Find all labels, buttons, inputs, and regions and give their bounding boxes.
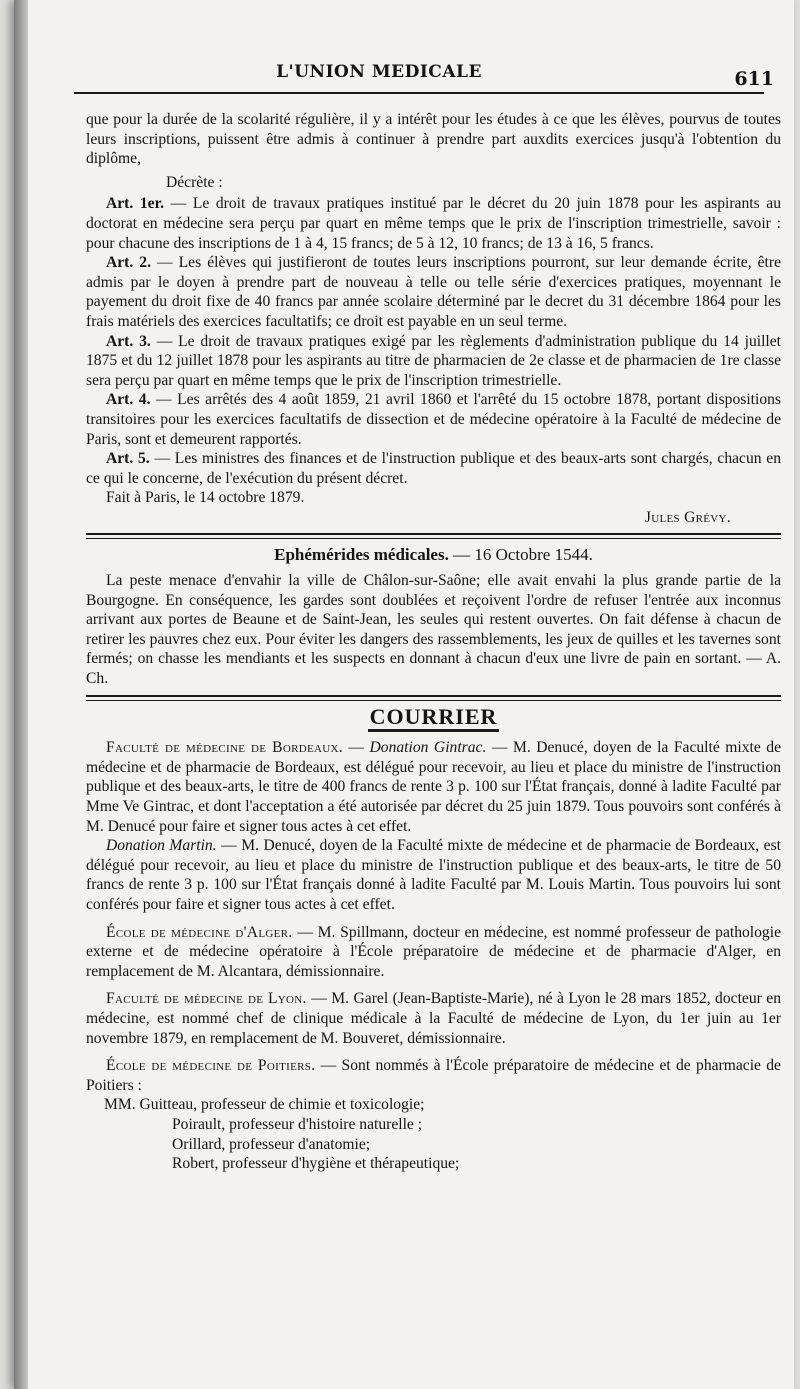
courrier-lyon — [86, 989, 781, 1048]
martin-subject: Donation Martin. — [106, 837, 217, 855]
article-5 — [86, 449, 781, 488]
article-1-label: Art. 1er. — [106, 195, 164, 213]
header-rule — [74, 92, 764, 94]
ephemerides-title: Ephémérides médicales. — [274, 545, 449, 565]
article-2 — [86, 253, 781, 331]
poitiers-text: — Sont nommés à l'École préparatoire de médecine et de pharmacie de Poitiers : — [86, 1057, 781, 1094]
lyon-text: — M. Garel (Jean-Baptiste-Marie), né à Lyon le 28 mars 1852, docteur en médecine, est nommé chef de clinique médicale à la Faculté de médecine de Lyon, du 1er juin au 1er novembre 1879, en remplacement de M. Bouveret, démissionnaire. — [86, 990, 782, 1047]
article-4-label: Art. 4. — [106, 391, 151, 409]
article-3 — [86, 332, 781, 391]
spacer — [86, 1048, 781, 1056]
ephemerides-heading — [86, 545, 781, 565]
list-item: Orillard, professeur d'anatomie; — [172, 1135, 371, 1153]
ephemerides-text: La peste menace d'envahir la ville de Châlon-sur-Saône; elle avait envahi la plus grande partie de la Bourgogne. En conséquence, les gardes sont doublées et reçoivent l'ordre de refuser l'entrée aux inconnus arrivant aux portes de Beaune et de Saint-Jean, les seules qui restent ouvertes. On fait défense à chacun de retirer les pauvres chez eux. Pour éviter les dangers des rassemblements, les jeux de quilles et les tavernes sont fermés; on chasse les mendiants et les suspects en donnant à chacun d'eux une livre de pain en sortant. — A. Ch. — [86, 572, 781, 688]
article-2-text: — Les élèves qui justifieront de toutes leurs inscriptions pourront, sur leur demande écrite, être admis par le doyen à prendre part de nouveau à telle ou telle série d'exercices pratiques, moyennant le payement du droit fixe de 40 francs par année scolaire déterminé par le decret du 31 décembre 1864 pour les frais matériels des exercices facultatifs; ce droit est payable en un seul terme. — [86, 254, 781, 330]
ephemerides-date: — 16 Octobre 1544. — [453, 545, 593, 565]
decree-intro: que pour la durée de la scolarité régulière, il y a intérêt pour les études à ce que les élèves, pourvus de toutes leurs inscriptions, puissent être admis à continuer à prendre part auxdits exercices jusqu'à l'obtention du diplôme, — [86, 111, 781, 168]
courrier-heading — [86, 703, 781, 729]
bordeaux-subject: Donation Gintrac. — [369, 739, 487, 757]
spacer — [86, 915, 781, 923]
list-item: Robert, professeur d'hygiène et thérapeutique; — [172, 1155, 460, 1173]
courrier-alger — [86, 923, 781, 982]
lyon-heading: Faculté de médecine de Lyon. — [106, 990, 307, 1008]
alger-text: — M. Spillmann, docteur en médecine, est nommé professeur de pathologie externe et de médecine opératoire à l'École préparatoire de médecine et de pharmacie d'Alger, en remplacement de M. Alcantara, démissionnaire. — [86, 923, 781, 980]
section-divider — [86, 533, 781, 539]
decree-signature: Jules Grévy. — [644, 508, 731, 526]
bordeaux-text: — M. Denucé, doyen de la Faculté mixte de médecine et de pharmacie de Bordeaux, est délégué pour recevoir, au lieu et place du ministre de l'instruction publique et des beaux-arts, le titre de 400 francs de rente 3 p. 100 sur l'État français, donné à ladite Faculté par Mme Ve Gintrac, et dont l'acceptation a été autorisée par décret du 25 juin 1879. Tous pouvoirs sont conférés à M. Denucé pour faire et signer tous actes à cet effet. — [86, 739, 781, 835]
article-1 — [86, 194, 781, 253]
article-2-label: Art. 2. — [106, 254, 151, 272]
list-item: MM. Guitteau, professeur de chimie et toxicologie; — [104, 1096, 425, 1114]
bordeaux-heading: Faculté de médecine de Bordeaux. — [106, 739, 343, 757]
article-1-text: — Le droit de travaux pratiques institué par le décret du 20 juin 1878 pour les aspirants au doctorat en médecine sera perçu par quart en même temps que le prix de l'inscription trimestrielle, savoir : pour chacune des inscriptions de 1 à 4, 15 francs; de 5 à 12, 10 francs; de 13 à 16, 5 francs. — [86, 195, 781, 252]
poitiers-appointments-list — [104, 1095, 781, 1173]
page-header — [74, 58, 784, 98]
list-item: Poirault, professeur d'histoire naturelle ; — [172, 1115, 423, 1133]
decree-decrete: Décrète : — [166, 173, 223, 191]
page-binding-edge — [14, 0, 28, 1389]
page-body — [86, 110, 781, 1174]
article-3-label: Art. 3. — [106, 332, 151, 350]
courrier-bordeaux: Faculté de médecine de Bordeaux. — Donation Gintrac. — M. Denucé, doyen de la Faculté mixte de médecine et de pharmacie de Bordeaux, est délégué pour recevoir, au lieu et place du ministre de l'instruction publique et des beaux-arts, le titre de 400 francs de rente 3 p. 100 sur l'État français, donné à ladite Faculté par Mme Ve Gintrac, et dont l'acceptation a été autorisée par décret du 25 juin 1879. Tous pouvoirs sont conférés à M. Denucé pour faire et signer tous actes à cet effet. — [86, 739, 781, 835]
martin-text: — M. Denucé, doyen de la Faculté mixte de médecine et de pharmacie de Bordeaux, est délégué pour recevoir, au lieu et place du ministre de l'instruction publique et des beaux-arts, le titre de 50 francs de rente 3 p. 100 sur l'État français donné à ladite Faculté par M. Louis Martin. Tous pouvoirs lui sont conférés pour faire et signer tous actes à cet effet. — [86, 837, 781, 913]
section-divider — [86, 695, 781, 701]
page-number: 611 — [734, 68, 774, 90]
running-title: L'UNION MEDICALE — [276, 62, 482, 82]
newspaper-page — [14, 0, 794, 1389]
spacer — [86, 981, 781, 989]
courrier-title: COURRIER — [368, 704, 500, 732]
poitiers-heading: École de médecine de Poitiers. — [106, 1057, 316, 1075]
courrier-martin — [86, 836, 781, 914]
article-4 — [86, 390, 781, 449]
article-4-text: — Les arrêtés des 4 août 1859, 21 avril 1860 et l'arrêté du 15 octobre 1878, portant dispositions transitoires pour les exercices facultatifs de dissection et de médecine opératoire à la Faculté de médecine de Paris, sont et demeurent rapportés. — [86, 391, 782, 448]
courrier-poitiers — [86, 1056, 781, 1095]
article-5-text: — Les ministres des finances et de l'instruction publique et des beaux-arts sont chargés, chacun en ce qui le concerne, de l'exécution du présent décret. — [86, 450, 782, 487]
alger-heading: École de médecine d'Alger. — [106, 923, 293, 941]
article-5-label: Art. 5. — [106, 450, 150, 468]
article-3-text: — Le droit de travaux pratiques exigé par les règlements d'administration publique du 14 juillet 1875 et du 12 juillet 1878 pour les aspirants au titre de pharmacien de 2e classe et de pharmacien de 1re classe sera perçu par quart en même temps que le prix de l'inscription trimestrielle. — [86, 332, 781, 389]
decree-done-at: Fait à Paris, le 14 octobre 1879. — [106, 489, 305, 507]
